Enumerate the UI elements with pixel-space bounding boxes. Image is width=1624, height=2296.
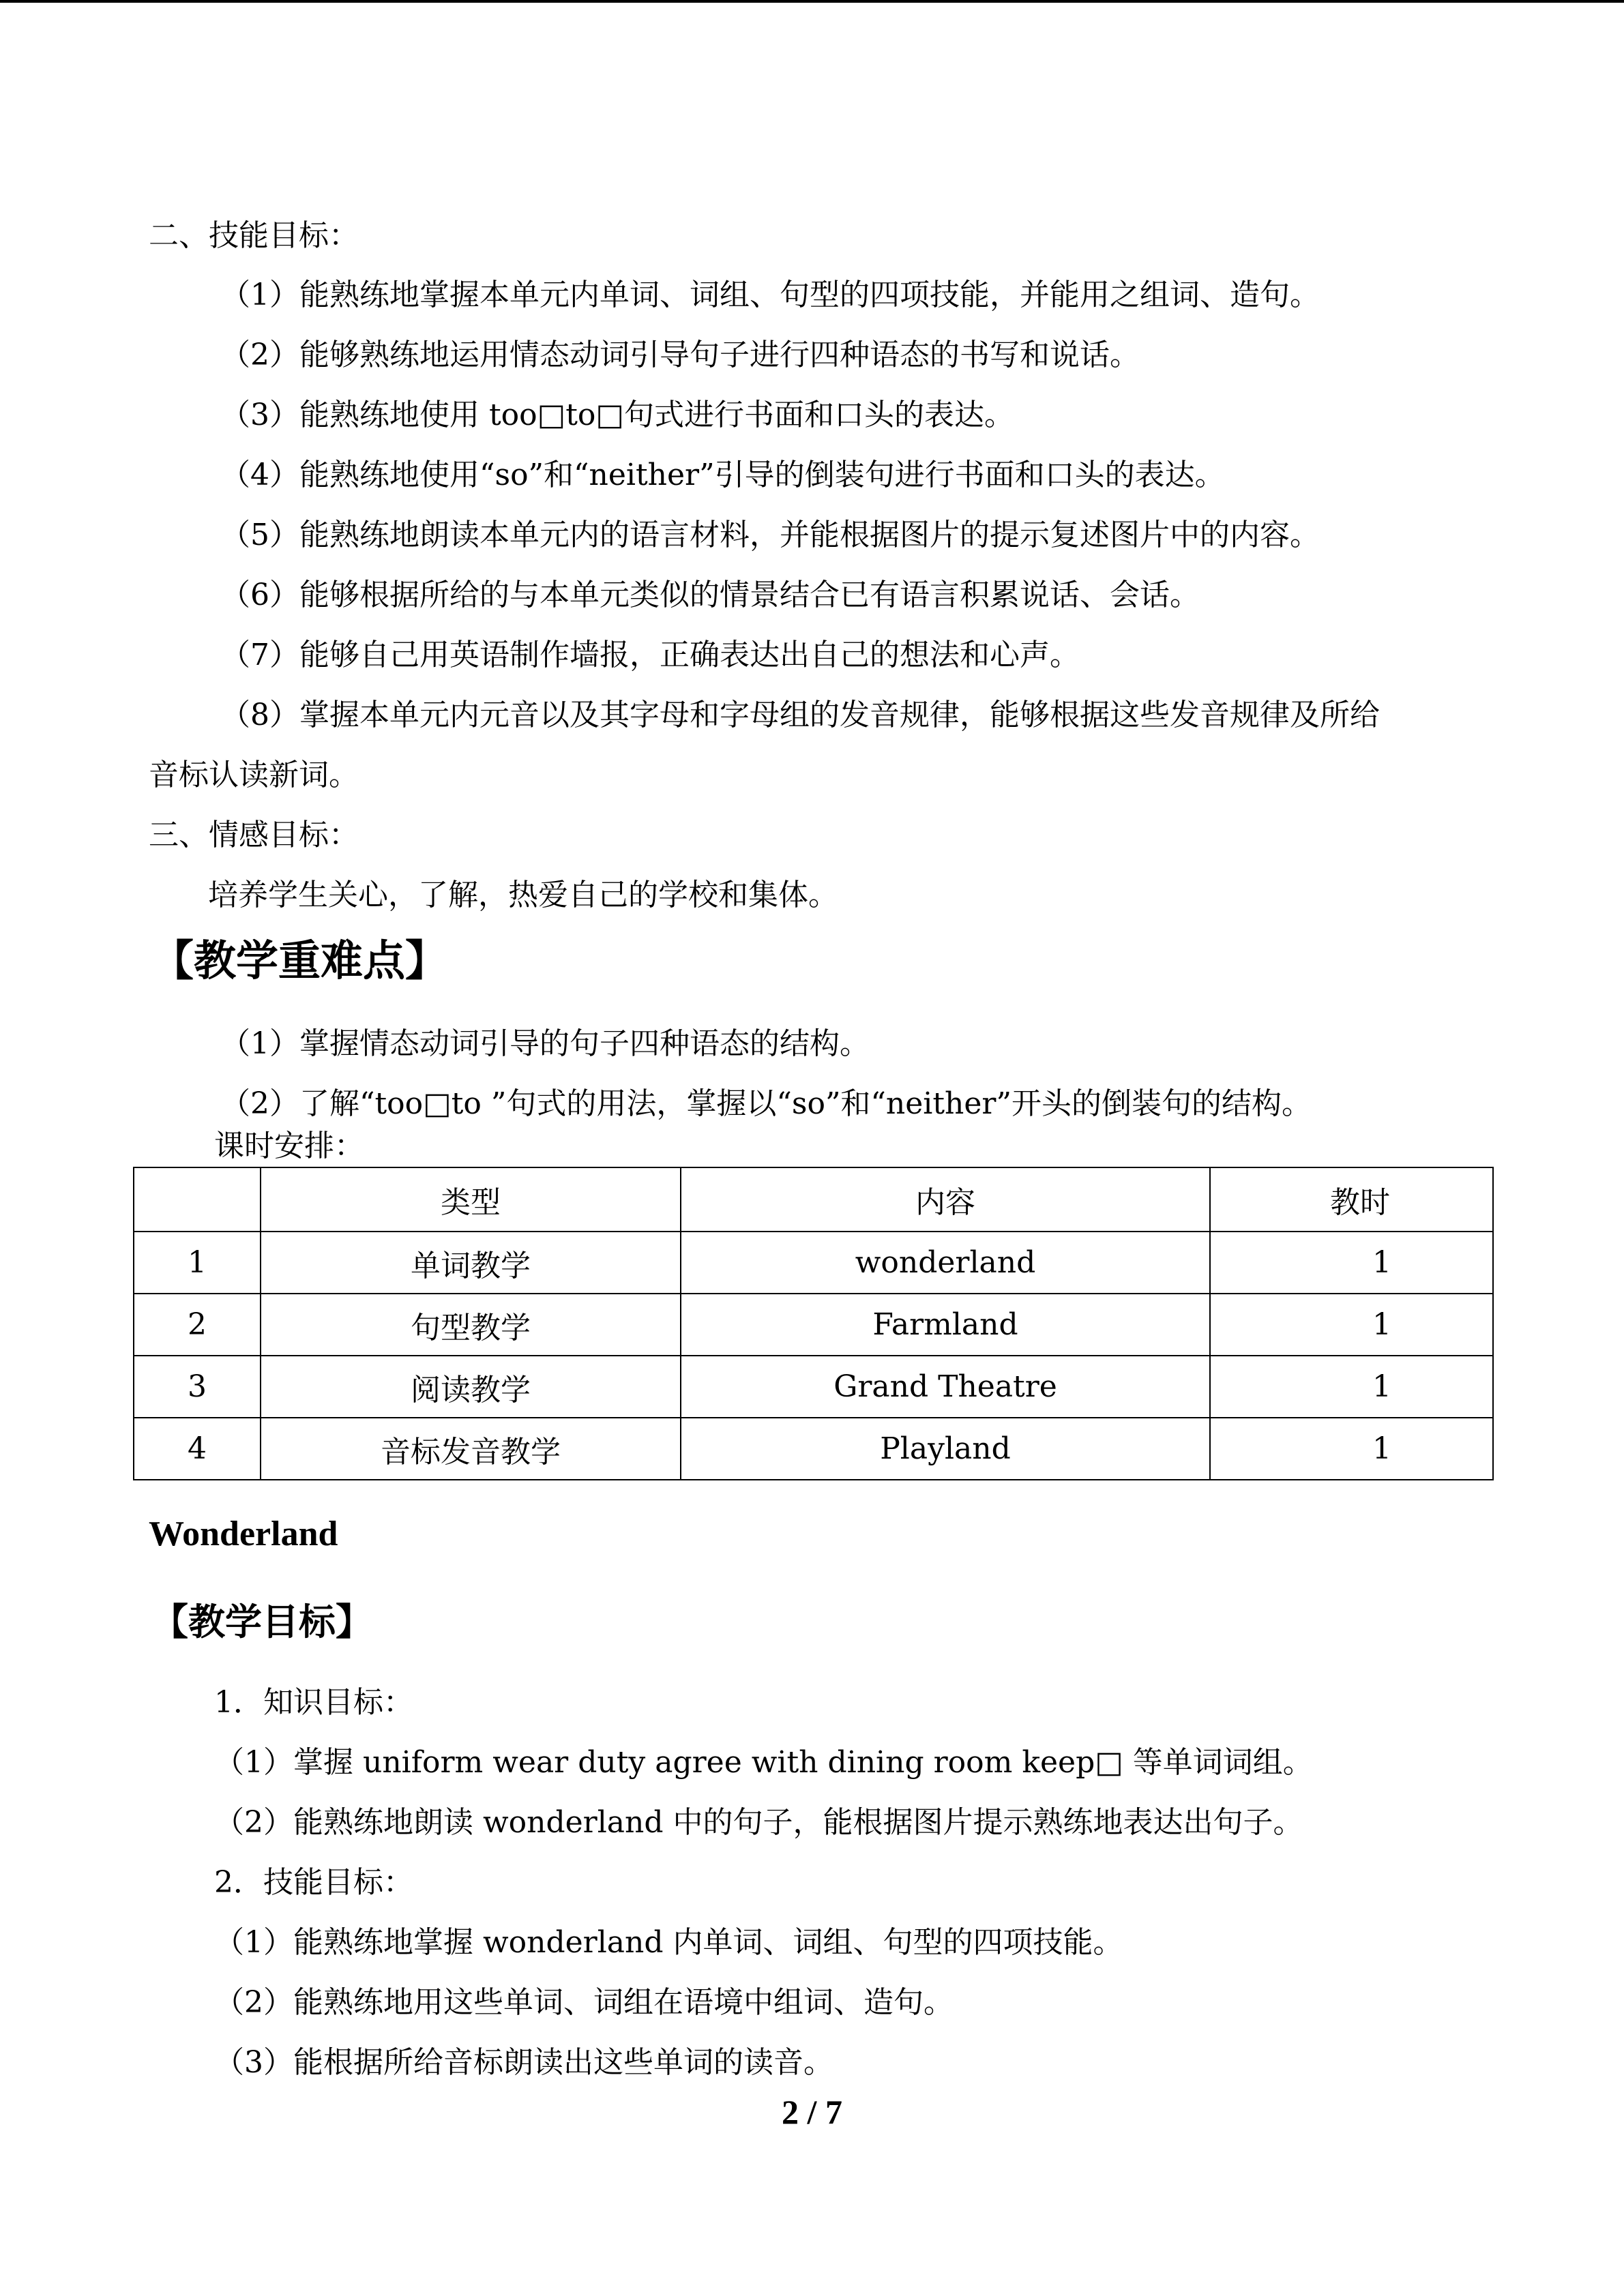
row-type: 单词教学 — [261, 1232, 681, 1294]
emotion-goals-text: 培养学生关心，了解，热爱自己的学校和集体。 — [208, 878, 838, 912]
row-hours: 1 — [1210, 1418, 1493, 1480]
header-cell-type: 类型 — [261, 1167, 681, 1232]
row-content: Farmland — [681, 1294, 1210, 1356]
skill-item-8-continued: 音标认读新词。 — [149, 758, 359, 792]
schedule-label: 课时安排： — [214, 1129, 364, 1163]
skill-goals-subheading: 2．技能目标： — [214, 1865, 413, 1900]
table-row — [134, 1294, 1493, 1356]
knowledge-goals-heading: 1．知识目标： — [214, 1685, 413, 1720]
table-header-row — [134, 1167, 1493, 1232]
skill-item-1: （1）能熟练地掌握本单元内单词、词组、句型的四项技能，并能用之组词、造句。 — [220, 278, 1320, 312]
skill-item-6: （6）能够根据所给的与本单元类似的情景结合已有语言积累说话、会话。 — [220, 578, 1200, 612]
row-number: 3 — [134, 1356, 261, 1418]
top-border-line — [0, 0, 1624, 3]
page-number: 2 / 7 — [782, 2093, 842, 2131]
wonderland-skill-item-3: （3）能根据所给音标朗读出这些单词的读音。 — [214, 2045, 833, 2080]
table-row — [134, 1418, 1493, 1480]
table-row — [134, 1356, 1493, 1418]
skill-item-4: （4）能熟练地使用“so”和“neither”引导的倒装句进行书面和口头的表达。 — [220, 458, 1225, 492]
row-type: 阅读教学 — [261, 1356, 681, 1418]
key-point-2: （2）了解“too□to ”句式的用法，掌握以“so”和“neither”开头的倒装句的结构。 — [220, 1086, 1312, 1121]
table-row — [134, 1232, 1493, 1294]
skill-item-2: （2）能够熟练地运用情态动词引导句子进行四种语态的书写和说话。 — [220, 338, 1140, 372]
row-number: 2 — [134, 1294, 261, 1356]
knowledge-item-1: （1）掌握 uniform wear duty agree with dining room keep□ 等单词词组。 — [214, 1745, 1313, 1780]
row-content: Playland — [681, 1418, 1210, 1480]
header-cell-hours: 教时 — [1210, 1167, 1493, 1232]
row-hours: 1 — [1210, 1294, 1493, 1356]
row-content: wonderland — [681, 1232, 1210, 1294]
skill-item-7: （7）能够自己用英语制作墙报，正确表达出自己的想法和心声。 — [220, 638, 1080, 672]
skill-item-3: （3）能熟练地使用 too□to□句式进行书面和口头的表达。 — [220, 398, 1014, 432]
header-cell-content: 内容 — [681, 1167, 1210, 1232]
skill-goals-heading: 二、技能目标： — [149, 218, 359, 253]
row-number: 4 — [134, 1418, 261, 1480]
skill-item-8: （8）掌握本单元内元音以及其字母和字母组的发音规律，能够根据这些发音规律及所给 — [220, 698, 1380, 732]
skill-item-5: （5）能熟练地朗读本单元内的语言材料，并能根据图片的提示复述图片中的内容。 — [220, 518, 1320, 552]
key-point-1: （1）掌握情态动词引导的句子四种语态的结构。 — [220, 1026, 870, 1061]
wonderland-skill-item-1: （1）能熟练地掌握 wonderland 内单词、词组、句型的四项技能。 — [214, 1925, 1123, 1960]
knowledge-item-2: （2）能熟练地朗读 wonderland 中的句子，能根据图片提示熟练地表达出句子。 — [214, 1805, 1303, 1840]
row-type: 音标发音教学 — [261, 1418, 681, 1480]
row-number: 1 — [134, 1232, 261, 1294]
header-cell-number — [134, 1167, 261, 1232]
row-hours: 1 — [1210, 1356, 1493, 1418]
row-hours: 1 — [1210, 1232, 1493, 1294]
schedule-table — [133, 1167, 1494, 1480]
row-type: 句型教学 — [261, 1294, 681, 1356]
key-points-heading: 【教学重难点】 — [151, 936, 448, 985]
wonderland-title: Wonderland — [149, 1515, 338, 1553]
wonderland-skill-item-2: （2）能熟练地用这些单词、词组在语境中组词、造句。 — [214, 1985, 954, 2020]
emotion-goals-heading: 三、情感目标： — [149, 818, 359, 852]
teaching-goals-heading: 【教学目标】 — [151, 1600, 372, 1643]
row-content: Grand Theatre — [681, 1356, 1210, 1418]
